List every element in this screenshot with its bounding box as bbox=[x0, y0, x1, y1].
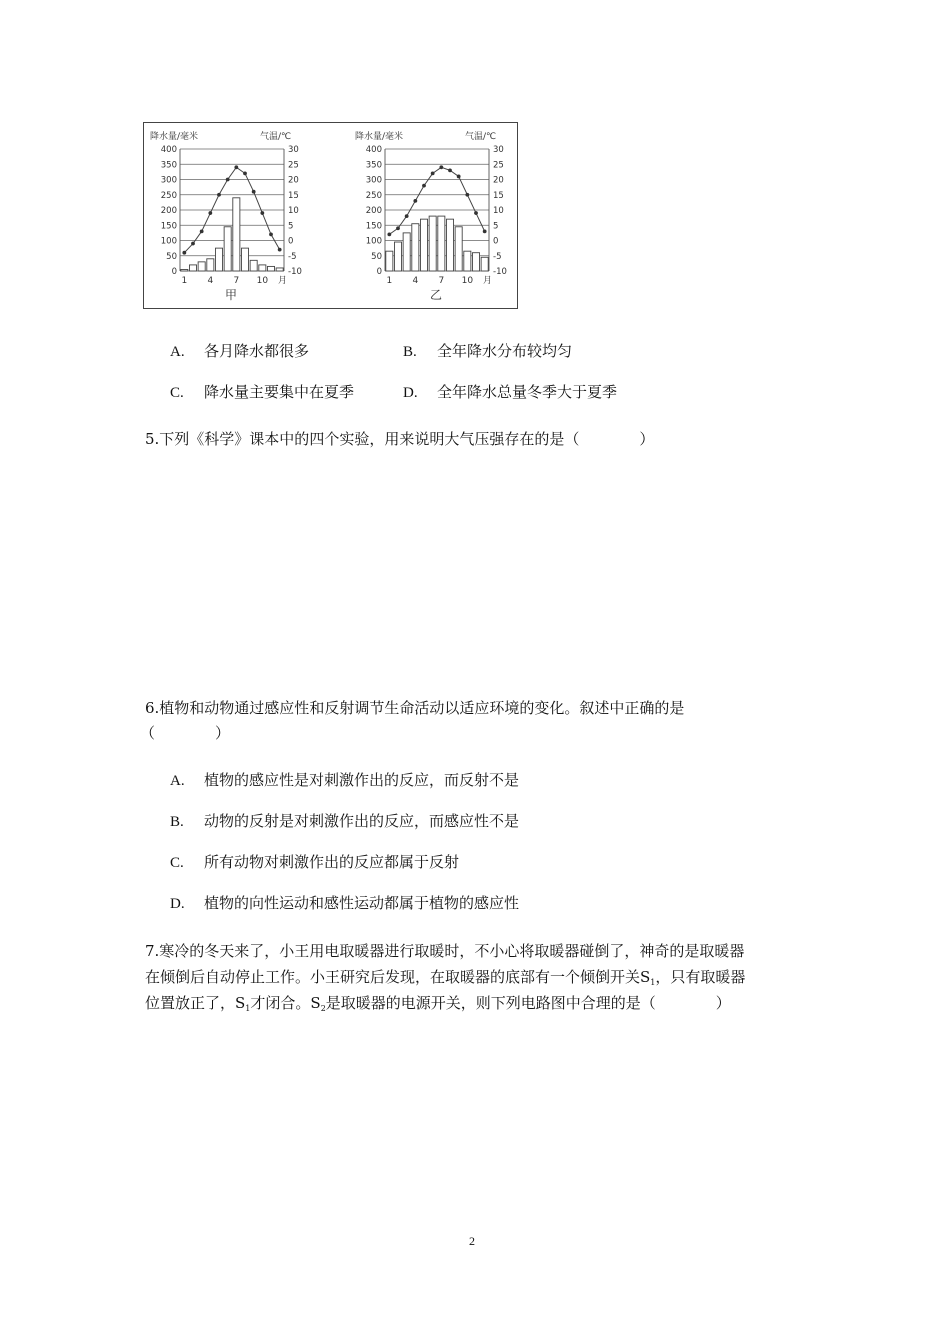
left-tick-label: 300 bbox=[365, 175, 382, 186]
precipitation-bar bbox=[481, 257, 488, 271]
right-tick-label: 0 bbox=[493, 236, 499, 247]
option-text: 动物的反射是对刺激作出的反应，而感应性不是 bbox=[204, 812, 520, 830]
temperature-point bbox=[439, 165, 443, 169]
right-tick-label: 30 bbox=[288, 145, 299, 155]
left-tick-label: 250 bbox=[365, 190, 382, 201]
q4-option-a bbox=[170, 340, 309, 361]
q7-text: ，只有取暖器 bbox=[655, 968, 746, 986]
temperature-point bbox=[243, 172, 247, 176]
precipitation-bar bbox=[472, 253, 479, 271]
right-tick-label: 20 bbox=[493, 175, 504, 186]
right-tick-label: 20 bbox=[288, 175, 299, 186]
precipitation-bar bbox=[386, 251, 393, 271]
x-axis-unit: 月 bbox=[278, 276, 288, 286]
right-tick-label: 15 bbox=[493, 190, 504, 201]
option-label: A. bbox=[170, 344, 185, 360]
q6-option-a bbox=[170, 769, 519, 790]
q4-option-b bbox=[403, 340, 572, 361]
temperature-point bbox=[387, 233, 391, 237]
temperature-point bbox=[422, 184, 426, 188]
right-tick-label: 0 bbox=[288, 236, 294, 247]
option-label: B. bbox=[170, 814, 184, 830]
right-tick-label: 25 bbox=[288, 160, 299, 171]
x-tick-label: 4 bbox=[412, 276, 419, 286]
precipitation-bar bbox=[259, 265, 266, 271]
page-number: 2 bbox=[469, 1234, 475, 1248]
precipitation-bar bbox=[394, 242, 401, 271]
left-tick-label: 250 bbox=[160, 190, 177, 201]
temperature-point bbox=[474, 211, 478, 215]
left-tick-label: 50 bbox=[166, 251, 177, 262]
temperature-point bbox=[431, 172, 435, 176]
chart-title: 甲 bbox=[224, 288, 238, 302]
left-tick-label: 50 bbox=[371, 251, 382, 262]
precipitation-bar bbox=[446, 219, 453, 271]
temperature-point bbox=[448, 168, 452, 172]
temperature-line bbox=[389, 167, 484, 234]
precipitation-bar bbox=[438, 216, 445, 271]
left-tick-label: 200 bbox=[160, 206, 177, 216]
precipitation-bar bbox=[241, 248, 248, 271]
right-tick-label: -10 bbox=[493, 267, 507, 277]
left-tick-label: 400 bbox=[365, 145, 382, 155]
precipitation-bar bbox=[181, 269, 188, 271]
x-axis-unit: 月 bbox=[483, 276, 493, 286]
temperature-point bbox=[457, 175, 461, 179]
q6-option-b bbox=[170, 810, 519, 831]
option-text: 植物的向性运动和感性运动都属于植物的感应性 bbox=[204, 894, 520, 912]
chart-title: 乙 bbox=[429, 288, 443, 302]
temperature-point bbox=[278, 248, 282, 252]
q7-text: 在倾倒后自动停止工作。小王研究后发现，在取暖器的底部有一个倾倒开关 bbox=[145, 968, 641, 986]
left-tick-label: 350 bbox=[160, 160, 177, 171]
climate-charts-svg bbox=[144, 123, 517, 308]
option-text: 降水量主要集中在夏季 bbox=[204, 383, 355, 401]
x-tick-label: 1 bbox=[386, 276, 393, 286]
q7-switch-s2: $S_2$ bbox=[310, 994, 326, 1013]
option-label: B. bbox=[403, 344, 417, 360]
right-tick-label: 15 bbox=[288, 190, 299, 201]
q4-option-d bbox=[403, 381, 617, 402]
left-tick-label: 0 bbox=[171, 267, 177, 277]
left-tick-label: 0 bbox=[376, 267, 382, 277]
right-tick-label: 5 bbox=[288, 221, 294, 232]
left-tick-label: 150 bbox=[160, 221, 177, 232]
precipitation-bar bbox=[420, 219, 427, 271]
precipitation-bar bbox=[455, 227, 462, 271]
q6-option-c bbox=[170, 851, 459, 872]
q7-text: 是取暖器的电源开关，则下列电路图中合理的是（ ） bbox=[325, 994, 731, 1012]
x-tick-label: 1 bbox=[181, 276, 188, 286]
precipitation-bar bbox=[189, 265, 196, 271]
temperature-point bbox=[217, 193, 221, 197]
temperature-point bbox=[396, 226, 400, 230]
precipitation-bar bbox=[267, 266, 274, 271]
left-axis-title: 降水量/毫米 bbox=[150, 132, 199, 142]
temperature-point bbox=[208, 211, 212, 215]
precipitation-bar bbox=[464, 251, 471, 271]
right-tick-label: -10 bbox=[288, 267, 302, 277]
temperature-point bbox=[252, 190, 256, 194]
precipitation-bar bbox=[215, 248, 222, 271]
temperature-point bbox=[465, 193, 469, 197]
temperature-point bbox=[182, 251, 186, 255]
option-text: 各月降水都很多 bbox=[204, 342, 310, 360]
right-tick-label: -5 bbox=[493, 251, 502, 262]
option-label: A. bbox=[170, 773, 185, 789]
temperature-point bbox=[191, 242, 195, 246]
q7-switch-s1: $S_1$ bbox=[640, 968, 656, 987]
question-7-line3 bbox=[145, 992, 731, 1013]
option-label: C. bbox=[170, 385, 184, 401]
left-axis-title: 降水量/毫米 bbox=[355, 132, 404, 142]
left-tick-label: 350 bbox=[365, 160, 382, 171]
temperature-point bbox=[200, 229, 204, 233]
right-tick-label: 10 bbox=[288, 206, 299, 216]
x-tick-label: 10 bbox=[461, 276, 474, 286]
left-tick-label: 100 bbox=[160, 236, 177, 247]
option-label: D. bbox=[170, 896, 185, 912]
option-label: D. bbox=[403, 385, 418, 401]
q7-text: 位置放正了， bbox=[145, 994, 236, 1012]
right-tick-label: 5 bbox=[493, 221, 499, 232]
q6-option-d bbox=[170, 892, 519, 913]
question-7-line2 bbox=[145, 966, 745, 987]
q7-text: 才闭合。 bbox=[250, 994, 311, 1012]
x-tick-label: 7 bbox=[438, 276, 445, 286]
option-text: 全年降水总量冬季大于夏季 bbox=[437, 383, 618, 401]
right-tick-label: 30 bbox=[493, 145, 504, 155]
temperature-point bbox=[413, 199, 417, 203]
x-tick-label: 4 bbox=[207, 276, 214, 286]
right-axis-title: 气温/℃ bbox=[260, 132, 292, 142]
q7-switch-s1: $S_1$ bbox=[235, 994, 251, 1013]
right-tick-label: 25 bbox=[493, 160, 504, 171]
left-tick-label: 200 bbox=[365, 206, 382, 216]
precipitation-bar bbox=[224, 227, 231, 271]
precipitation-bar bbox=[250, 260, 257, 271]
question-6-line1: 6.植物和动物通过感应性和反射调节生命活动以适应环境的变化。叙述中正确的是 bbox=[145, 699, 685, 717]
option-text: 全年降水分布较均匀 bbox=[437, 342, 573, 360]
right-tick-label: 10 bbox=[493, 206, 504, 216]
option-text: 所有动物对刺激作出的反应都属于反射 bbox=[204, 853, 460, 871]
temperature-point bbox=[269, 233, 273, 237]
climate-charts-figure bbox=[143, 122, 518, 309]
x-tick-label: 7 bbox=[233, 276, 240, 286]
x-tick-label: 10 bbox=[256, 276, 269, 286]
precipitation-bar bbox=[233, 198, 240, 271]
temperature-point bbox=[483, 229, 487, 233]
q4-option-c bbox=[170, 381, 354, 402]
option-text: 植物的感应性是对刺激作出的反应，而反射不是 bbox=[204, 771, 520, 789]
precipitation-bar bbox=[403, 233, 410, 271]
question-6-line2: （ ） bbox=[140, 724, 231, 742]
precipitation-bar bbox=[412, 224, 419, 271]
question-7-line1: 7.寒冷的冬天来了，小王用电取暖器进行取暖时，不小心将取暖器碰倒了，神奇的是取暖器 bbox=[145, 942, 745, 960]
precipitation-bar bbox=[207, 259, 214, 271]
precipitation-bar bbox=[429, 216, 436, 271]
left-tick-label: 150 bbox=[365, 221, 382, 232]
right-axis-title: 气温/℃ bbox=[465, 132, 497, 142]
precipitation-bar bbox=[198, 262, 205, 271]
temperature-point bbox=[226, 178, 230, 182]
right-tick-label: -5 bbox=[288, 251, 297, 262]
temperature-point bbox=[405, 214, 409, 218]
precipitation-bar bbox=[276, 268, 283, 271]
temperature-point bbox=[234, 165, 238, 169]
left-tick-label: 100 bbox=[365, 236, 382, 247]
left-tick-label: 400 bbox=[160, 145, 177, 155]
option-label: C. bbox=[170, 855, 184, 871]
left-tick-label: 300 bbox=[160, 175, 177, 186]
temperature-point bbox=[260, 211, 264, 215]
question-5: 5.下列《科学》课本中的四个实验，用来说明大气压强存在的是（ ） bbox=[145, 430, 655, 448]
